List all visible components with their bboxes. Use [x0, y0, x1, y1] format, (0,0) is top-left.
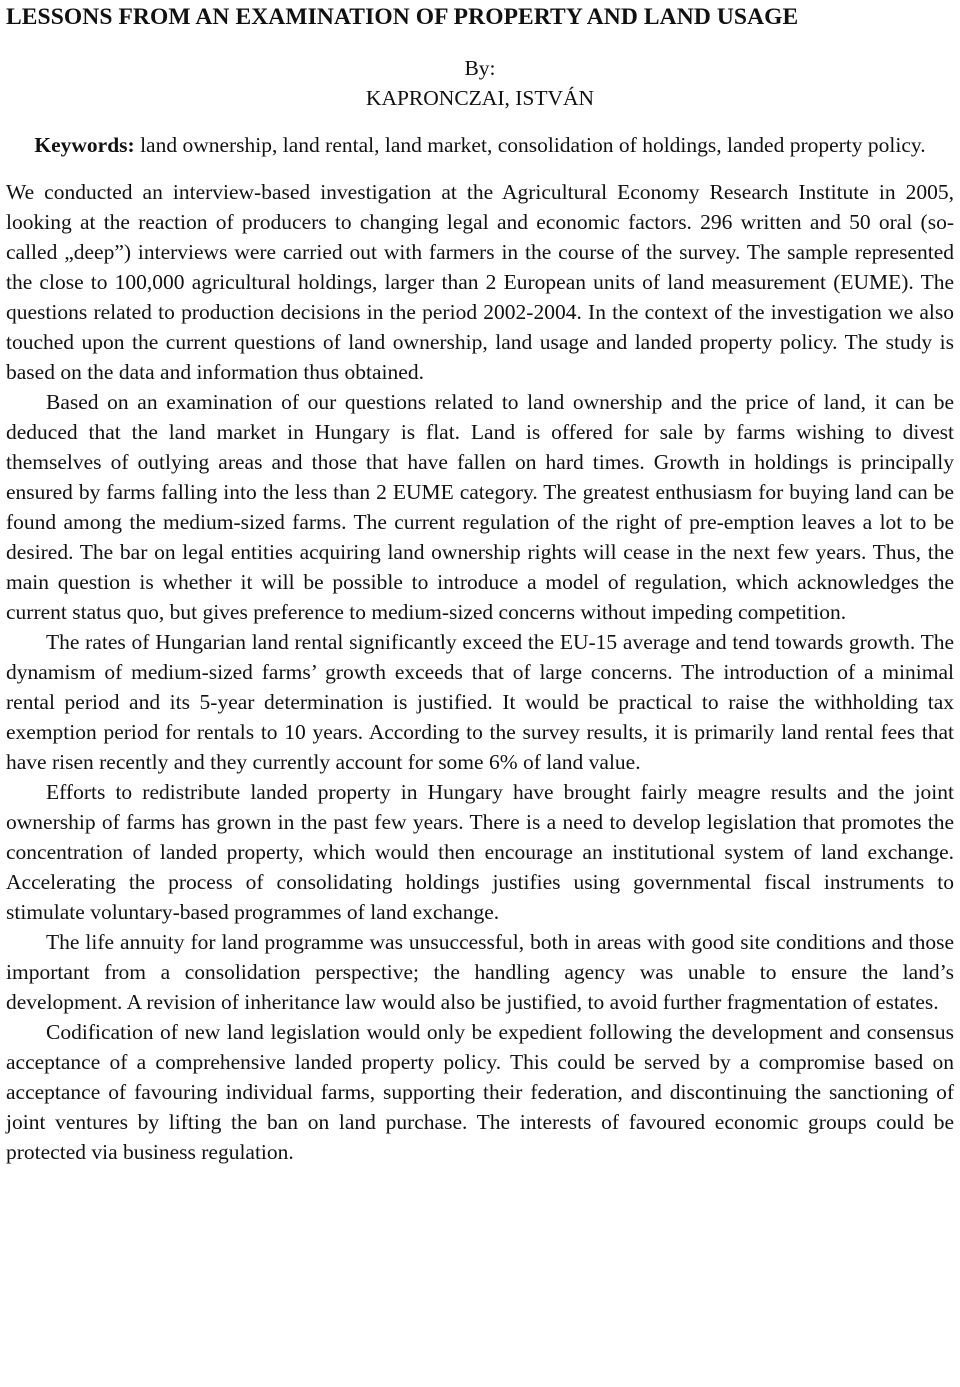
keywords-block	[6, 130, 954, 160]
paragraph-4: Efforts to redistribute landed property in Hungary have brought fairly meagre results and the joint ownership of farms has grown in the past few years. There is a need to develop legislation that promotes the concentration of landed property, which would then encourage an institutional system of land exchange. Accelerating the process of consolidating holdings justifies using governmental fiscal instruments to stimulate voluntary-based programmes of land exchange.	[6, 780, 954, 924]
by-label: By:	[464, 56, 496, 80]
paper-title: LESSONS FROM AN EXAMINATION OF PROPERTY AND LAND USAGE	[6, 4, 799, 30]
abstract-body	[6, 177, 954, 1167]
keywords-text: land ownership, land rental, land market, consolidation of holdings, landed property policy.	[140, 133, 926, 157]
paragraph-2: Based on an examination of our questions related to land ownership and the price of land, it can be deduced that the land market in Hungary is flat. Land is offered for sale by farms wishing to divest themselves of outlying areas and those that have fallen on hard times. Growth in holdings is principally ensured by farms falling into the less than 2 EUME category. The greatest enthusiasm for buying land can be found among the medium-sized farms. The current regulation of the right of pre-emption leaves a lot to be desired. The bar on legal entities acquiring land ownership rights will cease in the next few years. Thus, the main question is whether it will be possible to introduce a model of regulation, which acknowledges the current status quo, but gives preference to medium-sized concerns without impeding competition.	[6, 390, 954, 624]
keywords-label: Keywords:	[34, 133, 135, 157]
paragraph-6: Codification of new land legislation would only be expedient following the development and consensus acceptance of a comprehensive landed property policy. This could be served by a compromise based on acceptance of favouring individual farms, supporting their federation, and discontinuing the sanctioning of joint ventures by lifting the ban on land purchase. The interests of favoured economic groups could be protected via business regulation.	[6, 1020, 954, 1164]
author-name: KAPRONCZAI, ISTVÁN	[365, 86, 595, 110]
paragraph-5: The life annuity for land programme was unsuccessful, both in areas with good site conditions and those important from a consolidation perspective; the handling agency was unable to ensure the land’s development. A revision of inheritance law would also be justified, to avoid further fragmentation of estates.	[6, 930, 954, 1014]
paragraph-1: We conducted an interview-based investigation at the Agricultural Economy Research Institute in 2005, looking at the reaction of producers to changing legal and economic factors. 296 written and 50 oral (so-called „deep”) interviews were carried out with farmers in the course of the survey. The sample represented the close to 100,000 agricultural holdings, larger than 2 European units of land measurement (EUME). The questions related to production decisions in the period 2002-2004. In the context of the investigation we also touched upon the current questions of land ownership, land usage and landed property policy. The study is based on the data and information thus obtained.	[6, 180, 954, 384]
byline	[6, 53, 954, 113]
paragraph-3: The rates of Hungarian land rental significantly exceed the EU-15 average and tend towards growth. The dynamism of medium-sized farms’ growth exceeds that of large concerns. The introduction of a minimal rental period and its 5-year determination is justified. It would be practical to raise the withholding tax exemption period for rentals to 10 years. According to the survey results, it is primarily land rental fees that have risen recently and they currently account for some 6% of land value.	[6, 630, 954, 774]
